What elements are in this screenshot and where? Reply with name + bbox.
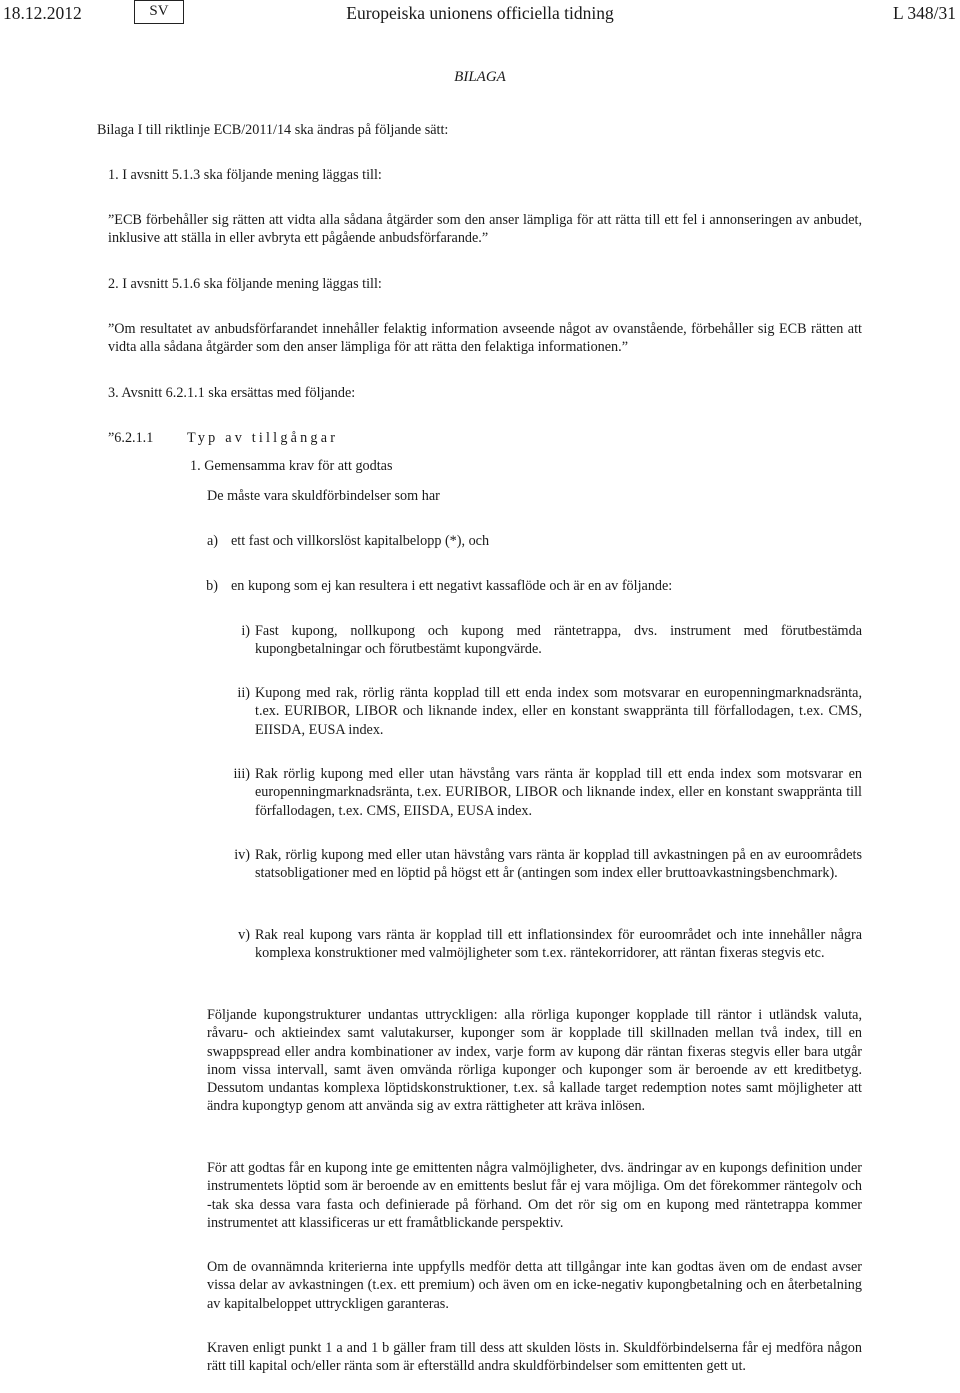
item1-quote: ”ECB förbehåller sig rätten att vidta alla sådana åtgärder som den anser lämpliga för att rätta till ett fel i annonseringen av anbudet, inklusive att ställa in eller avbryta ett pågående anbudsförfarande.” <box>108 212 862 247</box>
annex-title: BILAGA <box>454 69 506 85</box>
roman-item-v: Rak real kupong vars ränta är kopplad till ett inflationsindex för euroområdet och inte innehåller några komplexa konstruktioner med valmöjligheter som t.ex. räntekorridorer, att räntan fixeras stegvis etc. <box>255 927 862 962</box>
item1-heading: 1. I avsnitt 5.1.3 ska följande mening läggas till: <box>108 167 382 183</box>
roman-item-iii: Rak rörlig kupong med eller utan hävstång vars ränta är kopplad till ett enda index som motsvarar en europenningmarknadsränta, t.ex. EURIBOR, LIBOR och liknande index, eller en konstant swappränta till förfallodagen, t.ex. CMS, EIISDA, EUSA index. <box>255 766 862 819</box>
item2-heading: 2. I avsnitt 5.1.6 ska följande mening läggas till: <box>108 276 382 292</box>
list-item-b: en kupong som ej kan resultera i ett negativt kassaflöde och är en av följande: <box>231 578 673 594</box>
paragraph-criteria: Om de ovannämnda kriterierna inte uppfylls medför detta att tillgångar inte kan godtas även om de endast avser vissa delar av avkastningen (t.ex. ett premium) och även om en icke-negativ kupongbetalning och en återbetalning av kapitalbeloppet uttryckligen garanteras. <box>207 1259 862 1312</box>
roman-item-iv: Rak, rörlig kupong med eller utan hävstång vars ränta är kopplad till avkastningen på en av euroområdets statsobligationer med en löptid på högst ett år (antingen som index eller bruttoavkastningsbenchmark). <box>255 847 862 882</box>
section-number: ”6.2.1.1 <box>108 430 154 446</box>
list-label-a: a) <box>206 533 218 549</box>
roman-label-i: i) <box>241 623 250 639</box>
publication-date: 18.12.2012 <box>3 3 82 23</box>
page-header <box>0 0 960 30</box>
journal-title: Europeiska unionens officiella tidning <box>346 3 614 23</box>
paragraph-excluded-structures: Följande kupongstrukturer undantas uttryckligen: alla rörliga kuponger kopplade till räntor i utländsk valuta, råvaru- och aktieindex samt valutakurser, kuponger som är kopplade till skillnaden mellan två index, till en swappspread eller andra kombinationer av index, varje form av kupong där räntan fixeras stegvis eller bara utgår inom vissa intervall, samt även omvända rörliga kuponger och kuponger som är beroende av ett kreditbetyg. Dessutom undantas komplexa löptidskonstruktioner, t.ex. så kallade target redemption notes samt möjligheter att ändra kupongtyp genom att använda sig av extra rättigheter att kräva inlösen. <box>207 1007 862 1115</box>
lead-text: De måste vara skuldförbindelser som har <box>207 488 440 504</box>
intro-text: Bilaga I till riktlinje ECB/2011/14 ska ändras på följande sätt: <box>97 122 449 138</box>
paragraph-no-options: För att godtas får en kupong inte ge emittenten några valmöjligheter, dvs. ändringar av en kupongs definition under instrumentets löptid som är beroende av en emittents beslut får ej vara möjliga. Om det förekommer räntegolv och -tak ska dessa vara fasta och definierade på förhand. Om det rör sig om en kupong med räntetrappa kommer instrumentet att klassificeras ur ett framåtblickande perspektiv. <box>207 1160 862 1231</box>
page-reference: L 348/31 <box>892 3 956 23</box>
list-item-a: ett fast och villkorslöst kapitalbelopp (*), och <box>231 533 490 549</box>
subsection-heading: 1. Gemensamma krav för att godtas <box>190 458 393 474</box>
roman-label-iii: iii) <box>233 766 250 782</box>
item3-heading: 3. Avsnitt 6.2.1.1 ska ersättas med följande: <box>108 385 356 401</box>
list-label-b: b) <box>206 578 218 594</box>
item2-quote: ”Om resultatet av anbudsförfarandet innehåller felaktig information avseende något av ovanstående, förbehåller sig ECB rätten att vidta alla sådana åtgärder som den anser lämpliga för att rätta den felaktiga informationen.” <box>108 321 862 356</box>
roman-item-ii: Kupong med rak, rörlig ränta kopplad till ett enda index som motsvarar en europenningmarknadsränta, t.ex. EURIBOR, LIBOR och liknande index, eller en konstant swappränta till förfallodagen, t.ex. CMS, EIISDA, EUSA index. <box>255 685 862 738</box>
roman-label-v: v) <box>238 927 250 943</box>
roman-label-iv: iv) <box>234 847 250 863</box>
paragraph-requirements: Kraven enligt punkt 1 a and 1 b gäller fram till dess att skulden lösts in. Skuldförbindelserna får ej medföra någon rätt till kapital och/eller ränta som är efterställd andra skuldförbindelser som emittenten gett ut. <box>207 1340 862 1375</box>
language-badge: SV <box>134 0 184 24</box>
roman-label-ii: ii) <box>237 685 250 701</box>
roman-item-i: Fast kupong, nollkupong och kupong med räntetrappa, dvs. instrument med förutbestämda kupongbetalningar och förutbestämt kupongvärde. <box>255 623 862 658</box>
section-title: Typ av tillgångar <box>187 430 339 446</box>
